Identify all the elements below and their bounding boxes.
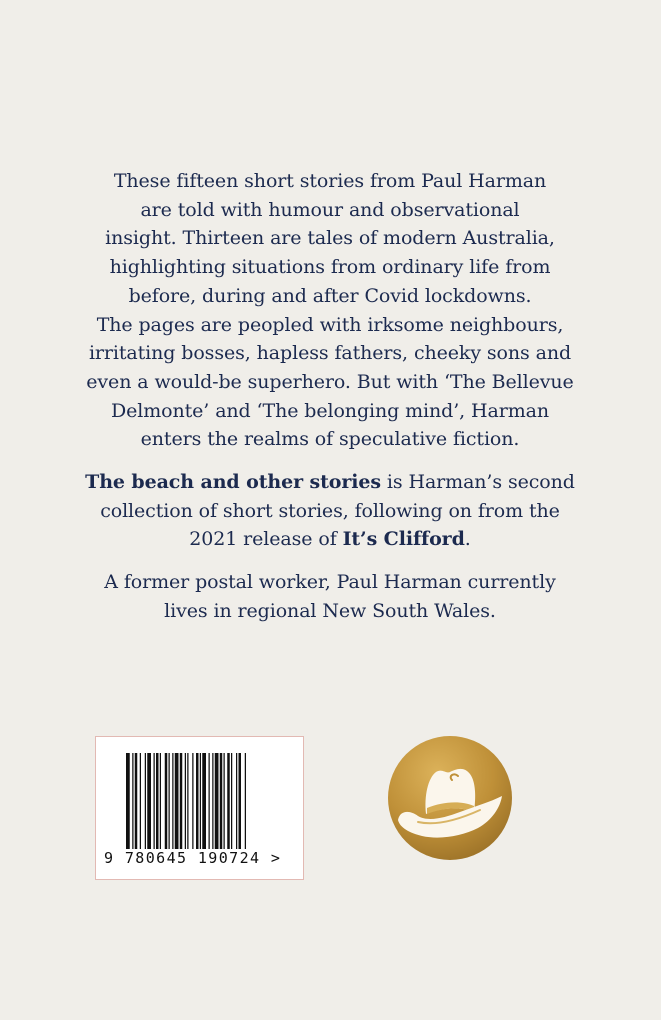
barcode-bar	[169, 753, 170, 849]
barcode-bar	[187, 753, 188, 849]
blurb-line: lives in regional New South Wales.	[164, 599, 496, 622]
blurb-line: collection of short stories, following on from the	[100, 499, 560, 522]
isbn-barcode	[95, 736, 304, 880]
barcode-bar	[220, 753, 223, 849]
blurb-paragraph-1	[40, 167, 620, 454]
barcode-bar	[209, 753, 210, 849]
blurb-text: is Harman’s second	[380, 471, 575, 494]
barcode-bar	[185, 753, 186, 849]
barcode-bar	[140, 753, 141, 849]
blurb-line: Delmonte’ and ‘The belonging mind’, Harman	[110, 399, 549, 422]
blurb-line: These fifteen short stories from Paul Harman	[113, 170, 547, 192]
blurb-line: are told with humour and observational	[140, 198, 520, 221]
back-cover-blurb	[40, 167, 620, 640]
blurb-line: The pages are peopled with irksome neighbours,	[96, 313, 564, 336]
barcode-bar	[215, 753, 219, 849]
blurb-text: .	[464, 528, 471, 551]
barcode-bar	[126, 753, 130, 849]
barcode-bar	[180, 753, 183, 849]
book-title: The beach and other stories	[85, 471, 381, 494]
barcode-bar	[227, 753, 230, 849]
barcode-bar	[132, 753, 133, 849]
barcode-bar	[231, 753, 232, 849]
barcode-bar	[239, 753, 242, 849]
barcode-bar	[192, 753, 193, 849]
barcode-bar	[175, 753, 179, 849]
blurb-line: even a would-be superhero. But with ‘The Bellevue	[86, 370, 574, 393]
cowboy-hat-icon	[388, 736, 512, 860]
isbn-number: 9 780645 190724 >	[104, 849, 282, 867]
blurb-line	[40, 525, 620, 554]
barcode-bar	[165, 753, 168, 849]
blurb-paragraph-3	[40, 568, 620, 625]
blurb-text: 2021 release of	[189, 528, 343, 551]
barcode-bar	[224, 753, 225, 849]
previous-book-title: It’s Clifford	[342, 528, 465, 551]
barcode-bar	[145, 753, 146, 849]
barcode-bar	[156, 753, 159, 849]
barcode-bar	[245, 753, 246, 849]
blurb-line: enters the realms of speculative fiction.	[140, 428, 520, 451]
barcode-bar	[135, 753, 138, 849]
blurb-line: insight. Thirteen are tales of modern Australia,	[105, 227, 555, 250]
barcode-bar	[160, 753, 161, 849]
barcode-bar	[154, 753, 155, 849]
blurb-line	[40, 468, 620, 497]
blurb-line: highlighting situations from ordinary life from	[109, 256, 551, 279]
barcode-bar	[212, 753, 213, 849]
barcode-bar	[147, 753, 151, 849]
publisher-logo	[388, 736, 512, 860]
blurb-line: before, during and after Covid lockdowns.	[128, 284, 532, 307]
barcode-bar	[236, 753, 237, 849]
barcode-bar	[200, 753, 201, 849]
barcode-bar	[172, 753, 173, 849]
barcode-bar	[202, 753, 206, 849]
blurb-line: A former postal worker, Paul Harman currently	[104, 571, 556, 594]
barcode-bar	[196, 753, 199, 849]
blurb-line: irritating bosses, hapless fathers, cheeky sons and	[88, 342, 572, 365]
blurb-paragraph-2	[40, 468, 620, 554]
